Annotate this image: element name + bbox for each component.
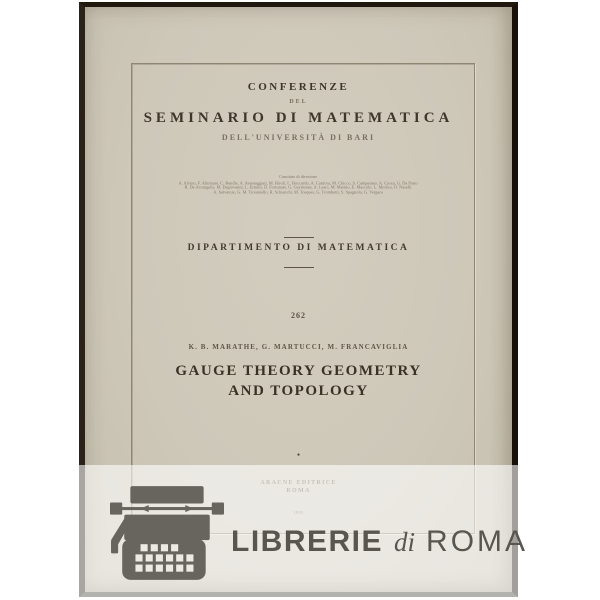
bookstore-watermark-band: [79, 465, 529, 597]
book-title: [85, 361, 512, 401]
book-cover-photo: [79, 2, 529, 597]
typewriter-icon: [110, 486, 224, 580]
book-title-line1: GAUGE THEORY GEOMETRY: [175, 363, 422, 379]
authors-line: K. B. MARATHE, G. MARTUCCI, M. FRANCAVIGLIA: [188, 343, 409, 351]
committee-block: [93, 175, 502, 195]
cover-ornament: ●: [296, 453, 301, 458]
divider-rule-bottom: [284, 267, 314, 268]
bookstore-watermark-text: [231, 523, 528, 561]
watermark-librerie: LIBRERIE: [231, 525, 384, 558]
committee-line: A. Alvino, F. Altomare, C. Bandle, A. Avantaggiati, M. Biroli, L. Boccardo, A. Canfora, M. Chicco, S. Campanato, A. Cossu, G. Da Prato: [178, 180, 418, 186]
committee-heading: Comitato di direzione: [279, 174, 317, 180]
watermark-di: di: [394, 526, 416, 557]
department-line: DIPARTIMENTO DI MATEMATICA: [187, 243, 410, 253]
committee-line: A. Salvatore, G. M. Troianiello, R. Schianchi, M. Tosques, G. Trombetti, S. Spagnolo, G. Vergara: [213, 189, 383, 195]
book-title-line2: AND TOPOLOGY: [228, 383, 369, 399]
series-title-line4: DELL'UNIVERSITÀ DI BARI: [221, 133, 376, 142]
series-title-line2: DEL: [289, 99, 308, 105]
watermark-roma: ROMA: [426, 525, 529, 558]
series-title-line3: SEMINARIO DI MATEMATICA: [143, 110, 454, 126]
committee-line: R. De Arcangelis, M. Degiovanni, L. Ermini, D. Fortunato, G. Geymonat, A. Leaci, M. Marino, E. Mascolo, L. Modica, O. Naselli: [184, 184, 412, 190]
series-title-line1: CONFERENZE: [247, 81, 350, 93]
divider-rule-top: [284, 237, 314, 238]
issue-number: 262: [291, 311, 306, 320]
